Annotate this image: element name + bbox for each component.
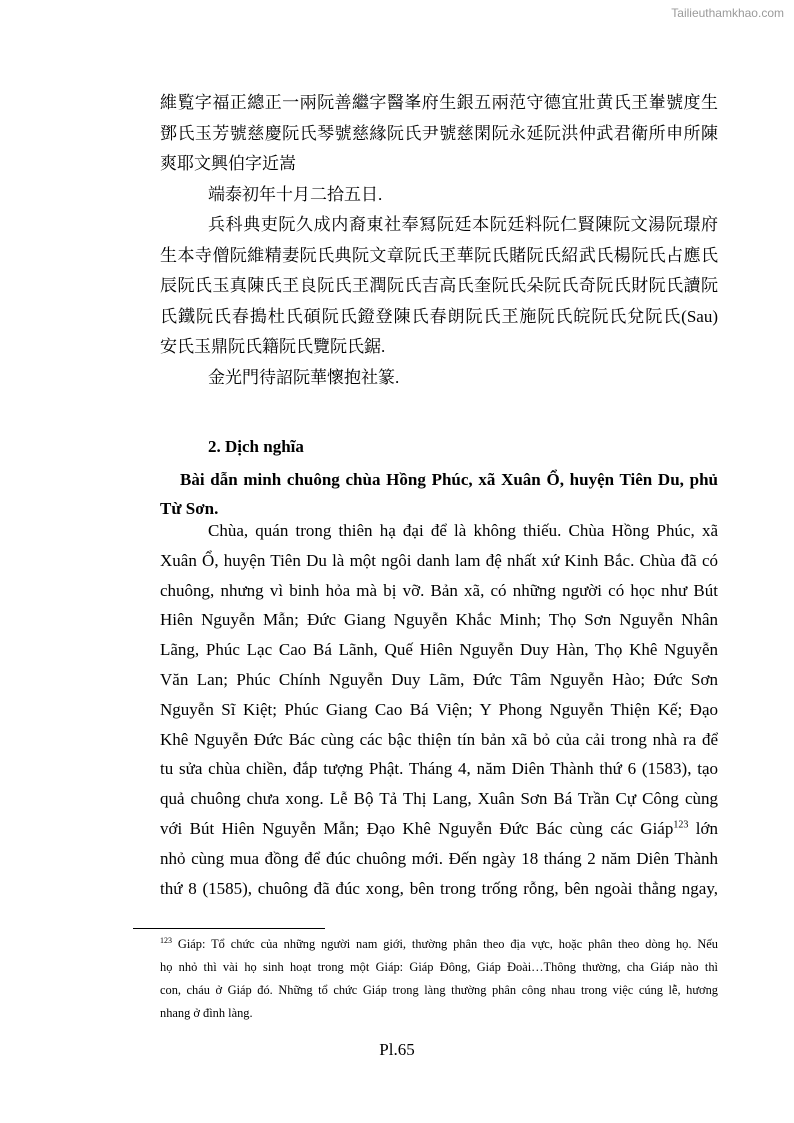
han-donor-line: 生本寺僧阮維精妻阮氏典阮文章阮氏玊華阮氏賭阮氏紹武氏楊阮氏占應氏 (160, 245, 718, 265)
footnote-text: Giáp: Tổ chức của những người nam giới, thường phân theo địa vực, hoặc phân theo dòng họ. Nếu (172, 937, 718, 951)
han-line: 鄧氏玉芳號慈慶阮氏琴號慈緣阮氏尹號慈閑阮永延阮洪仲武君衛所申所陳 (160, 123, 718, 143)
translation-text: lớn (688, 818, 719, 838)
translation-line: Nguyễn Sĩ Kiệt; Phúc Giang Cao Bá Viện; Y Phong Nguyễn Thiện Kế; Đạo (160, 699, 718, 719)
translation-line: Hiên Nguyễn Mẫn; Đức Giang Nguyễn Khắc Minh; Thọ Sơn Nguyễn Nhân (160, 610, 718, 630)
section-heading-block (160, 432, 718, 523)
footnote-line (160, 933, 718, 956)
translation-line: nhỏ cùng mua đồng để đúc chuông mới. Đến ngày 18 tháng 2 năm Diên Thành (160, 848, 718, 868)
footnote-divider (133, 928, 325, 929)
translation-line: chuông, nhưng vì binh hỏa mà bị vỡ. Bản xã, có những người có học như Bút (160, 580, 718, 600)
footnote-line: họ nhỏ thì vài họ sinh hoạt trong một Giáp: Giáp Đông, Giáp Đoài…Thông thường, cha Giáp nào thì (160, 960, 718, 974)
section-heading: 2. Dịch nghĩa (208, 437, 304, 456)
translation-line: Chùa, quán trong thiên hạ đại để là không thiếu. Chùa Hồng Phúc, xã (208, 521, 718, 540)
translation-line-with-footnote-ref (160, 814, 718, 844)
footnote-line: con, cháu ở Giáp đó. Những tổ chức Giáp trong làng thường phân công nhau trong việc cúng lễ, hương (160, 983, 718, 997)
translation-text: với Bút Hiên Nguyễn Mẫn; Đạo Khê Nguyễn Đức Bác cùng các Giáp (160, 818, 674, 838)
page-number: Pl.65 (379, 1040, 415, 1059)
han-line: 維覧字福正總正一兩阮善繼字醫峯府生銀五兩范守德宜壯黄氏玊輋號度生 (160, 93, 718, 112)
han-text-block (160, 88, 718, 393)
han-donor-line: 氏鐵阮氏春搗杜氏碩阮氏鐙登陳氏春朗阮氏玊施阮氏皖阮氏兌阮氏(Sau) (160, 306, 718, 326)
han-donor-line: 兵科典吏阮久成内裔東社奉冩阮廷本阮廷料阮仁賢陳阮文湯阮璟府 (208, 215, 718, 234)
han-line: 爽耶文興伯字近嵩 (160, 154, 296, 173)
translation-line: thứ 8 (1585), chuông đã đúc xong, bên trong trống rỗng, bên ngoài thẳng ngay, (160, 878, 718, 898)
section-title (160, 465, 718, 523)
footnote-mark: 123 (160, 935, 172, 945)
translation-line: tu sửa chùa chiền, đắp tượng Phật. Tháng 4, năm Diên Thành thứ 6 (1583), tạo (160, 759, 718, 779)
han-donor-line: 安氏玉鼎阮氏籍阮氏覽阮氏鋸. (160, 337, 386, 356)
han-closing-line: 金光門待詔阮華懷抱社篆. (208, 367, 400, 387)
translation-line: Lãng, Phúc Lạc Cao Bá Lãnh, Quế Hiên Nguyễn Duy Hàn, Thọ Khê Nguyễn (160, 640, 718, 660)
translation-line: quả chuông chưa xong. Lễ Bộ Tả Thị Lang, Xuân Sơn Bá Trần Cự Công cùng (160, 789, 718, 809)
translation-line: Khê Nguyễn Đức Bác cùng các bậc thiện tín bản xã bỏ của cải trong nhà ra để (160, 729, 718, 749)
title-line: Bài dẫn minh chuông chùa Hồng Phúc, xã Xuân Ổ, huyện Tiên Du, phủ (180, 470, 718, 489)
watermark: Tailieuthamkhao.com (671, 6, 784, 20)
han-date-line: 端泰初年十月二拾五日. (208, 184, 383, 204)
translation-line: Văn Lan; Phúc Chính Nguyễn Duy Lãm, Đức Tâm Nguyễn Hào; Đức Sơn (160, 669, 718, 689)
translation-line: Xuân Ổ, huyện Tiên Du là một ngôi danh lam đệ nhất xứ Kinh Bắc. Chùa đã có (160, 550, 718, 570)
footnote-reference[interactable]: 123 (673, 819, 689, 831)
title-line: Từ Sơn. (160, 499, 219, 518)
footnote (160, 933, 718, 1025)
han-donor-line: 辰阮氏玉真陳氏玊良阮氏玊潤阮氏吉高氏奎阮氏朵阮氏奇阮氏財阮氏讀阮 (160, 276, 718, 295)
footnote-line: nhang ở đình làng. (160, 1006, 253, 1020)
translation-paragraph (160, 516, 718, 903)
